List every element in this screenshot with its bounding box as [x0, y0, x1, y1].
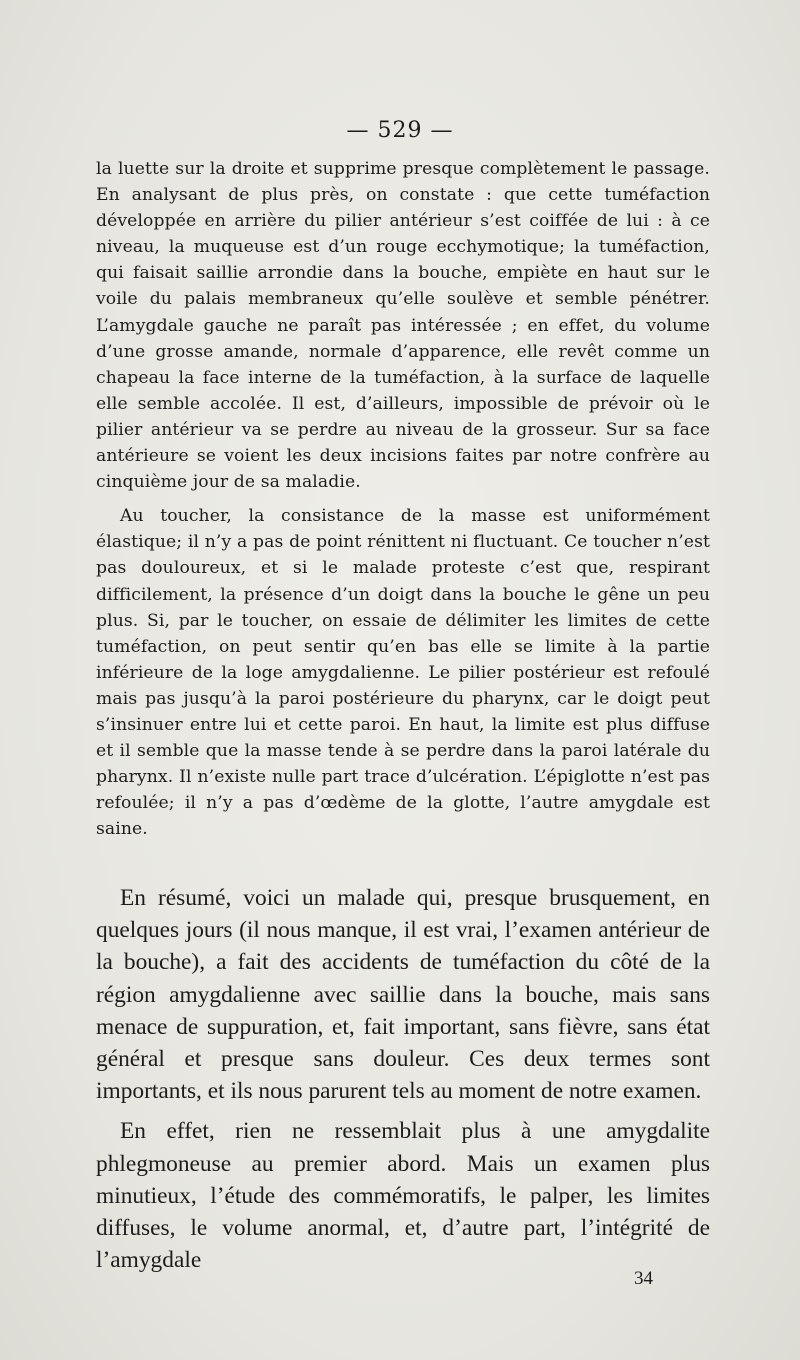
case-description-section — [96, 156, 710, 842]
summary-section — [96, 882, 710, 1276]
paragraph-palpation: Au toucher, la consistance de la masse est uniformément élastique; il n’y a pas de point rénittent ni fluctuant. Ce toucher n’est pas douloureux, et si le malade proteste c’est que, respirant difficilement, la présence d’un doigt dans la bouche le gêne un peu plus. Si, par le toucher, on essaie de délimiter les limites de cette tuméfaction, on peut sentir qu’en bas elle se limite à la partie inférieure de la loge amygdalienne. Le pilier postérieur est refoulé mais pas jusqu’à la paroi postérieure du pharynx, car le doigt peut s’insinuer entre lui et cette paroi. En haut, la limite est plus diffuse et il semble que la masse tende à se perdre dans la paroi latérale du pharynx. Il n’existe nulle part trace d’ulcération. L’épiglotte n’est pas refoulée; il n’y a pas d’œdème de la glotte, l’autre amygdale est saine. — [96, 506, 710, 840]
paragraph-examination: la luette sur la droite et supprime presque complètement le passage. En analysant de plus près, on constate : que cette tuméfaction développée en arrière du pilier antérieur s’est coiffée de lui : à ce niveau, la muqueuse est d’un rouge ecchymotique; la tuméfaction, qui faisait saillie arrondie dans la bouche, empiète en haut sur le voile du palais membraneux qu’elle soulève et semble pénétrer. L’amygdale gauche ne paraît pas intéressée ; en effet, du volume d’une grosse amande, normale d’apparence, elle revêt comme un chapeau la face interne de la tuméfaction, à la surface de laquelle elle semble accolée. Il est, d’ailleurs, impossible de prévoir où le pilier antérieur va se perdre au niveau de la grosseur. Sur sa face antérieure se voient les deux incisions faites par notre confrère au cinquième jour de sa maladie. — [96, 159, 710, 493]
signature-mark: 34 — [634, 1268, 653, 1289]
page-number: — 529 — — [346, 118, 454, 143]
paragraph-summary: En résumé, voici un malade qui, presque brusquement, en quelques jours (il nous manque, il est vrai, l’examen antérieur de la bouche), a fait des accidents de tuméfaction du côté de la région amygdalienne avec saillie dans la bouche, mais sans menace de suppuration, et, fait important, sans fièvre, sans état général et presque sans douleur. Ces deux termes sont importants, et ils nous parurent tels au moment de notre examen. — [96, 885, 710, 1105]
paragraph-diagnosis: En effet, rien ne ressemblait plus à une amygdalite phlegmoneuse au premier abord. Mais un examen plus minutieux, l’étude des commémoratifs, le palper, les limites diffuses, le volume anormal, et, d’autre part, l’intégrité de l’amygdale — [96, 1118, 710, 1274]
